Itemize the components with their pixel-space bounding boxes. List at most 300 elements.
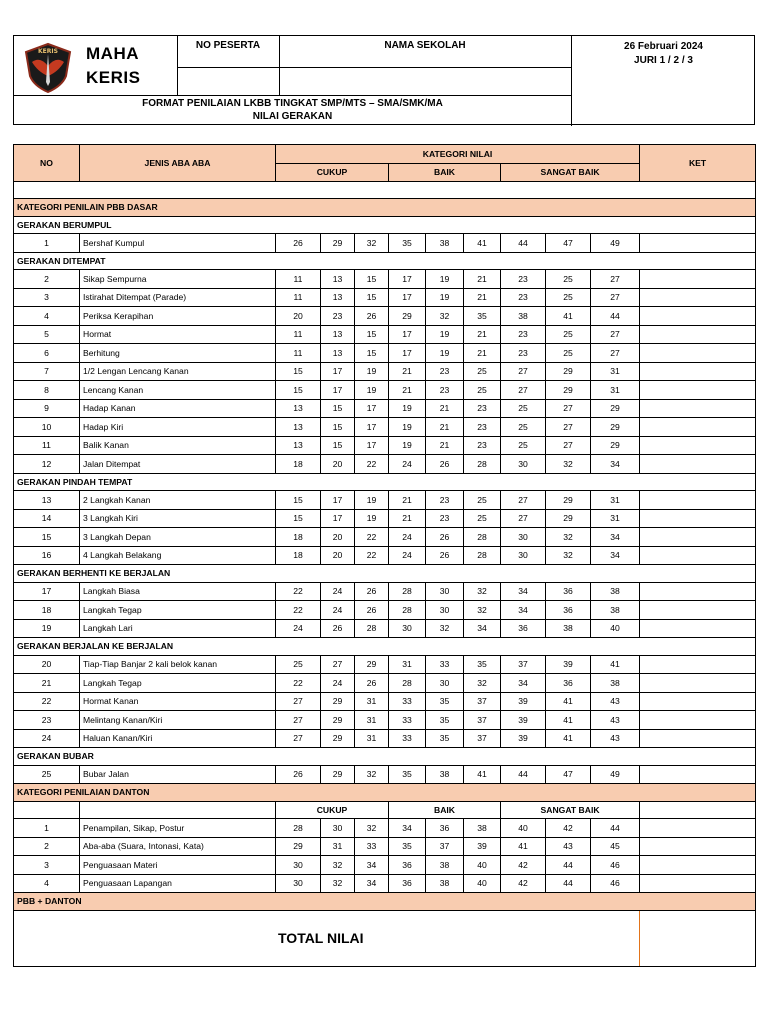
group-title: GERAKAN BERJALAN KE BERJALAN bbox=[14, 638, 756, 656]
ket-cell[interactable] bbox=[640, 362, 756, 381]
ket-cell bbox=[640, 801, 756, 819]
score-value: 40 bbox=[501, 819, 546, 838]
score-value: 15 bbox=[276, 381, 321, 400]
ket-cell[interactable] bbox=[640, 655, 756, 674]
ket-cell[interactable] bbox=[640, 546, 756, 565]
score-value: 25 bbox=[464, 491, 501, 510]
score-value: 36 bbox=[426, 819, 464, 838]
ket-cell[interactable] bbox=[640, 436, 756, 455]
section-title-row bbox=[14, 784, 756, 802]
score-value: 18 bbox=[276, 455, 321, 474]
score-value: 34 bbox=[591, 455, 640, 474]
score-value: 18 bbox=[276, 528, 321, 547]
aba-aba-name: Balik Kanan bbox=[80, 436, 276, 455]
score-value: 17 bbox=[355, 399, 389, 418]
ket-cell[interactable] bbox=[640, 692, 756, 711]
score-value: 39 bbox=[546, 655, 591, 674]
row-number: 8 bbox=[14, 381, 80, 400]
ket-cell[interactable] bbox=[640, 729, 756, 748]
score-value: 36 bbox=[546, 674, 591, 693]
score-value: 41 bbox=[546, 729, 591, 748]
pbb-dasar-title: KATEGORI PENILAIN PBB DASAR bbox=[14, 199, 756, 217]
score-value: 23 bbox=[426, 362, 464, 381]
score-value: 27 bbox=[276, 711, 321, 730]
score-value: 22 bbox=[276, 601, 321, 620]
score-value: 26 bbox=[276, 234, 321, 253]
score-value: 17 bbox=[321, 362, 355, 381]
score-value: 21 bbox=[426, 436, 464, 455]
table-header-row bbox=[14, 145, 756, 164]
total-value-cell[interactable] bbox=[640, 910, 756, 966]
score-value: 23 bbox=[501, 325, 546, 344]
score-value: 26 bbox=[321, 619, 355, 638]
score-value: 27 bbox=[591, 270, 640, 289]
table-row bbox=[14, 601, 756, 620]
aba-aba-name: Langkah Tegap bbox=[80, 601, 276, 620]
row-number: 3 bbox=[14, 288, 80, 307]
danton-title: KATEGORI PENILAIAN DANTON bbox=[14, 784, 756, 802]
score-table bbox=[13, 144, 756, 967]
score-value: 25 bbox=[546, 344, 591, 363]
score-value: 31 bbox=[355, 711, 389, 730]
date-text: 26 Februari 2024 bbox=[624, 41, 703, 52]
score-value: 29 bbox=[355, 655, 389, 674]
col-jenis-header: JENIS ABA ABA bbox=[80, 145, 276, 182]
score-value: 28 bbox=[464, 528, 501, 547]
ket-cell[interactable] bbox=[640, 619, 756, 638]
score-value: 34 bbox=[464, 619, 501, 638]
score-value: 32 bbox=[321, 874, 355, 893]
score-value: 27 bbox=[546, 418, 591, 437]
score-value: 23 bbox=[321, 307, 355, 326]
score-value: 49 bbox=[591, 234, 640, 253]
ket-cell[interactable] bbox=[640, 399, 756, 418]
score-value: 37 bbox=[426, 837, 464, 856]
row-number: 25 bbox=[14, 765, 80, 784]
score-value: 30 bbox=[426, 601, 464, 620]
score-value: 15 bbox=[355, 325, 389, 344]
score-value: 21 bbox=[426, 399, 464, 418]
ket-cell[interactable] bbox=[640, 270, 756, 289]
row-number: 4 bbox=[14, 307, 80, 326]
table-row bbox=[14, 856, 756, 875]
score-value: 41 bbox=[546, 307, 591, 326]
aba-aba-name: Tiap-Tiap Banjar 2 kali belok kanan bbox=[80, 655, 276, 674]
col-ket-header: KET bbox=[640, 145, 756, 182]
pbb-danton-label: PBB + DANTON bbox=[14, 893, 756, 911]
score-value: 46 bbox=[591, 874, 640, 893]
score-value: 28 bbox=[389, 601, 426, 620]
score-value: 38 bbox=[426, 856, 464, 875]
score-value: 23 bbox=[464, 418, 501, 437]
table-row bbox=[14, 288, 756, 307]
maha-keris-logo bbox=[22, 42, 74, 94]
score-value: 11 bbox=[276, 270, 321, 289]
ket-cell[interactable] bbox=[640, 874, 756, 893]
score-value: 20 bbox=[321, 546, 355, 565]
sangat-baik-header: SANGAT BAIK bbox=[501, 164, 640, 182]
score-value: 42 bbox=[501, 856, 546, 875]
score-value: 13 bbox=[276, 436, 321, 455]
score-value: 15 bbox=[321, 399, 355, 418]
aba-aba-name: Bershaf Kumpul bbox=[80, 234, 276, 253]
score-value: 20 bbox=[321, 528, 355, 547]
score-value: 29 bbox=[276, 837, 321, 856]
aba-aba-name: Hadap Kanan bbox=[80, 399, 276, 418]
score-value: 26 bbox=[426, 528, 464, 547]
score-value: 25 bbox=[546, 270, 591, 289]
aba-aba-name: Langkah Lari bbox=[80, 619, 276, 638]
format-title: FORMAT PENILAIAN LKBB TINGKAT SMP/MTS – SMA/SMK/MA bbox=[142, 98, 443, 109]
ket-cell[interactable] bbox=[640, 234, 756, 253]
score-value: 36 bbox=[546, 601, 591, 620]
score-value: 41 bbox=[464, 765, 501, 784]
score-value: 31 bbox=[321, 837, 355, 856]
score-value: 13 bbox=[321, 325, 355, 344]
score-value: 23 bbox=[501, 344, 546, 363]
score-value: 36 bbox=[389, 874, 426, 893]
table-row bbox=[14, 837, 756, 856]
score-value: 17 bbox=[321, 381, 355, 400]
score-value: 35 bbox=[426, 729, 464, 748]
row-number: 14 bbox=[14, 509, 80, 528]
score-value: 19 bbox=[355, 509, 389, 528]
score-value: 25 bbox=[546, 288, 591, 307]
table-row bbox=[14, 582, 756, 601]
table-row bbox=[14, 270, 756, 289]
aba-aba-name: Penguasaan Lapangan bbox=[80, 874, 276, 893]
score-value: 32 bbox=[546, 528, 591, 547]
ket-cell[interactable] bbox=[640, 344, 756, 363]
row-number: 22 bbox=[14, 692, 80, 711]
score-value: 38 bbox=[591, 674, 640, 693]
score-value: 17 bbox=[389, 344, 426, 363]
group-title: GERAKAN BERHENTI KE BERJALAN bbox=[14, 565, 756, 583]
nama-sekolah-label: NAMA SEKOLAH bbox=[384, 40, 466, 51]
score-value: 21 bbox=[464, 325, 501, 344]
score-value: 37 bbox=[464, 729, 501, 748]
table-row bbox=[14, 711, 756, 730]
score-value: 19 bbox=[426, 270, 464, 289]
score-value: 36 bbox=[546, 582, 591, 601]
score-value: 31 bbox=[591, 362, 640, 381]
table-row bbox=[14, 491, 756, 510]
group-title: GERAKAN PINDAH TEMPAT bbox=[14, 473, 756, 491]
score-value: 32 bbox=[464, 674, 501, 693]
row-number: 4 bbox=[14, 874, 80, 893]
score-value: 25 bbox=[464, 362, 501, 381]
baik-header: BAIK bbox=[389, 801, 501, 819]
row-number: 23 bbox=[14, 711, 80, 730]
score-value: 31 bbox=[355, 729, 389, 748]
score-value: 44 bbox=[546, 874, 591, 893]
group-title-row bbox=[14, 638, 756, 656]
score-value: 21 bbox=[389, 509, 426, 528]
score-value: 38 bbox=[426, 874, 464, 893]
header-box bbox=[13, 35, 755, 125]
score-value: 15 bbox=[276, 362, 321, 381]
table-row bbox=[14, 325, 756, 344]
table-row bbox=[14, 528, 756, 547]
nama-sekolah-field[interactable] bbox=[281, 71, 569, 93]
ket-cell[interactable] bbox=[640, 307, 756, 326]
score-value: 19 bbox=[389, 399, 426, 418]
table-row bbox=[14, 655, 756, 674]
score-value: 29 bbox=[546, 362, 591, 381]
score-value: 37 bbox=[464, 692, 501, 711]
blank-cell bbox=[14, 801, 80, 819]
row-number: 6 bbox=[14, 344, 80, 363]
score-value: 32 bbox=[464, 582, 501, 601]
score-value: 26 bbox=[355, 582, 389, 601]
score-value: 34 bbox=[591, 528, 640, 547]
table-row bbox=[14, 509, 756, 528]
ket-cell[interactable] bbox=[640, 418, 756, 437]
total-row bbox=[14, 910, 756, 966]
score-value: 27 bbox=[501, 362, 546, 381]
score-value: 13 bbox=[321, 270, 355, 289]
score-value: 25 bbox=[501, 436, 546, 455]
score-value: 30 bbox=[276, 874, 321, 893]
score-value: 18 bbox=[276, 546, 321, 565]
score-value: 26 bbox=[355, 674, 389, 693]
score-value: 21 bbox=[389, 381, 426, 400]
blank-cell bbox=[80, 801, 276, 819]
score-value: 29 bbox=[321, 729, 355, 748]
score-value: 39 bbox=[501, 692, 546, 711]
score-value: 19 bbox=[355, 491, 389, 510]
score-value: 31 bbox=[591, 381, 640, 400]
score-value: 24 bbox=[389, 455, 426, 474]
aba-aba-name: 3 Langkah Kiri bbox=[80, 509, 276, 528]
score-value: 30 bbox=[426, 582, 464, 601]
group-title-row bbox=[14, 565, 756, 583]
ket-cell[interactable] bbox=[640, 765, 756, 784]
score-value: 30 bbox=[321, 819, 355, 838]
aba-aba-name: Sikap Sempurna bbox=[80, 270, 276, 289]
score-value: 19 bbox=[426, 344, 464, 363]
score-value: 28 bbox=[389, 674, 426, 693]
score-value: 25 bbox=[464, 381, 501, 400]
score-value: 29 bbox=[321, 234, 355, 253]
score-value: 15 bbox=[276, 509, 321, 528]
score-value: 38 bbox=[501, 307, 546, 326]
score-value: 25 bbox=[501, 418, 546, 437]
score-value: 33 bbox=[426, 655, 464, 674]
score-value: 25 bbox=[276, 655, 321, 674]
form-title bbox=[14, 97, 571, 123]
score-value: 32 bbox=[464, 601, 501, 620]
table-row bbox=[14, 362, 756, 381]
ket-cell[interactable] bbox=[640, 582, 756, 601]
ket-cell[interactable] bbox=[640, 837, 756, 856]
score-value: 23 bbox=[464, 436, 501, 455]
score-value: 13 bbox=[276, 399, 321, 418]
col-kategori-header: KATEGORI NILAI bbox=[276, 145, 640, 164]
score-value: 26 bbox=[426, 546, 464, 565]
score-value: 11 bbox=[276, 325, 321, 344]
score-value: 11 bbox=[276, 344, 321, 363]
score-value: 43 bbox=[546, 837, 591, 856]
score-value: 34 bbox=[501, 674, 546, 693]
table-row bbox=[14, 874, 756, 893]
score-value: 44 bbox=[546, 856, 591, 875]
score-value: 31 bbox=[389, 655, 426, 674]
aba-aba-name: Jalan Ditempat bbox=[80, 455, 276, 474]
score-value: 27 bbox=[501, 491, 546, 510]
score-value: 27 bbox=[276, 729, 321, 748]
score-value: 27 bbox=[501, 381, 546, 400]
score-value: 17 bbox=[389, 270, 426, 289]
score-value: 24 bbox=[276, 619, 321, 638]
score-value: 38 bbox=[426, 234, 464, 253]
row-number: 9 bbox=[14, 399, 80, 418]
row-number: 13 bbox=[14, 491, 80, 510]
ket-cell[interactable] bbox=[640, 509, 756, 528]
score-value: 17 bbox=[355, 418, 389, 437]
score-value: 42 bbox=[501, 874, 546, 893]
row-number: 3 bbox=[14, 856, 80, 875]
table-row bbox=[14, 418, 756, 437]
table-row bbox=[14, 381, 756, 400]
aba-aba-name: Hormat Kanan bbox=[80, 692, 276, 711]
score-value: 30 bbox=[501, 546, 546, 565]
score-value: 38 bbox=[464, 819, 501, 838]
score-value: 25 bbox=[464, 509, 501, 528]
score-value: 33 bbox=[355, 837, 389, 856]
row-number: 2 bbox=[14, 270, 80, 289]
score-value: 35 bbox=[389, 234, 426, 253]
score-value: 28 bbox=[464, 455, 501, 474]
ket-cell[interactable] bbox=[640, 381, 756, 400]
score-value: 43 bbox=[591, 729, 640, 748]
aba-aba-name: Hormat bbox=[80, 325, 276, 344]
score-value: 25 bbox=[546, 325, 591, 344]
ket-cell[interactable] bbox=[640, 528, 756, 547]
brand-line-1: MAHA bbox=[86, 44, 139, 63]
group-title-row bbox=[14, 473, 756, 491]
row-number: 1 bbox=[14, 819, 80, 838]
score-value: 45 bbox=[591, 837, 640, 856]
table-row bbox=[14, 234, 756, 253]
row-number: 16 bbox=[14, 546, 80, 565]
score-value: 23 bbox=[426, 381, 464, 400]
aba-aba-name: Penguasaan Materi bbox=[80, 856, 276, 875]
no-peserta-field[interactable] bbox=[179, 71, 277, 93]
spacer-row bbox=[14, 181, 756, 199]
score-value: 42 bbox=[546, 819, 591, 838]
score-value: 35 bbox=[464, 307, 501, 326]
ket-cell[interactable] bbox=[640, 455, 756, 474]
aba-aba-name: Langkah Biasa bbox=[80, 582, 276, 601]
ket-cell[interactable] bbox=[640, 856, 756, 875]
row-number: 19 bbox=[14, 619, 80, 638]
spacer-cell bbox=[14, 181, 756, 199]
section-title-row bbox=[14, 893, 756, 911]
aba-aba-name: Langkah Tegap bbox=[80, 674, 276, 693]
score-value: 29 bbox=[389, 307, 426, 326]
score-value: 30 bbox=[501, 528, 546, 547]
score-value: 34 bbox=[355, 856, 389, 875]
score-value: 28 bbox=[464, 546, 501, 565]
score-value: 30 bbox=[426, 674, 464, 693]
table-row bbox=[14, 546, 756, 565]
score-value: 29 bbox=[321, 711, 355, 730]
ket-cell[interactable] bbox=[640, 819, 756, 838]
score-value: 15 bbox=[321, 436, 355, 455]
ket-cell[interactable] bbox=[640, 674, 756, 693]
score-value: 40 bbox=[464, 856, 501, 875]
score-value: 44 bbox=[591, 819, 640, 838]
score-value: 26 bbox=[355, 307, 389, 326]
group-title-row bbox=[14, 748, 756, 766]
score-value: 27 bbox=[276, 692, 321, 711]
score-value: 27 bbox=[546, 436, 591, 455]
score-value: 15 bbox=[355, 270, 389, 289]
ket-cell[interactable] bbox=[640, 288, 756, 307]
aba-aba-name: Lencang Kanan bbox=[80, 381, 276, 400]
score-value: 29 bbox=[321, 692, 355, 711]
cukup-header: CUKUP bbox=[276, 164, 389, 182]
brand-name bbox=[86, 42, 140, 90]
ket-cell[interactable] bbox=[640, 601, 756, 620]
score-value: 34 bbox=[501, 601, 546, 620]
no-peserta-label: NO PESERTA bbox=[195, 40, 261, 51]
score-value: 31 bbox=[355, 692, 389, 711]
score-value: 31 bbox=[591, 491, 640, 510]
score-value: 32 bbox=[426, 619, 464, 638]
score-value: 23 bbox=[426, 491, 464, 510]
score-value: 28 bbox=[276, 819, 321, 838]
score-value: 17 bbox=[321, 491, 355, 510]
score-value: 27 bbox=[591, 344, 640, 363]
sangat-baik-header: SANGAT BAIK bbox=[501, 801, 640, 819]
score-value: 43 bbox=[591, 692, 640, 711]
score-value: 20 bbox=[321, 455, 355, 474]
ket-cell[interactable] bbox=[640, 325, 756, 344]
score-value: 17 bbox=[389, 325, 426, 344]
score-value: 32 bbox=[546, 455, 591, 474]
score-value: 22 bbox=[276, 582, 321, 601]
ket-cell[interactable] bbox=[640, 711, 756, 730]
score-value: 34 bbox=[389, 819, 426, 838]
score-value: 29 bbox=[546, 491, 591, 510]
score-value: 17 bbox=[389, 288, 426, 307]
row-number: 1 bbox=[14, 234, 80, 253]
score-value: 34 bbox=[591, 546, 640, 565]
score-value: 35 bbox=[426, 692, 464, 711]
score-value: 32 bbox=[355, 819, 389, 838]
group-title: GERAKAN DITEMPAT bbox=[14, 252, 756, 270]
score-value: 29 bbox=[546, 509, 591, 528]
score-value: 15 bbox=[276, 491, 321, 510]
score-value: 15 bbox=[355, 344, 389, 363]
total-nilai-label: TOTAL NILAI bbox=[14, 910, 640, 966]
score-value: 32 bbox=[355, 234, 389, 253]
score-value: 37 bbox=[501, 655, 546, 674]
row-number: 20 bbox=[14, 655, 80, 674]
score-value: 29 bbox=[546, 381, 591, 400]
category-header-row bbox=[14, 801, 756, 819]
score-value: 19 bbox=[389, 418, 426, 437]
aba-aba-name: Istirahat Ditempat (Parade) bbox=[80, 288, 276, 307]
ket-cell[interactable] bbox=[640, 491, 756, 510]
score-value: 29 bbox=[321, 765, 355, 784]
score-value: 43 bbox=[591, 711, 640, 730]
table-row bbox=[14, 674, 756, 693]
score-value: 22 bbox=[355, 546, 389, 565]
score-value: 13 bbox=[321, 344, 355, 363]
